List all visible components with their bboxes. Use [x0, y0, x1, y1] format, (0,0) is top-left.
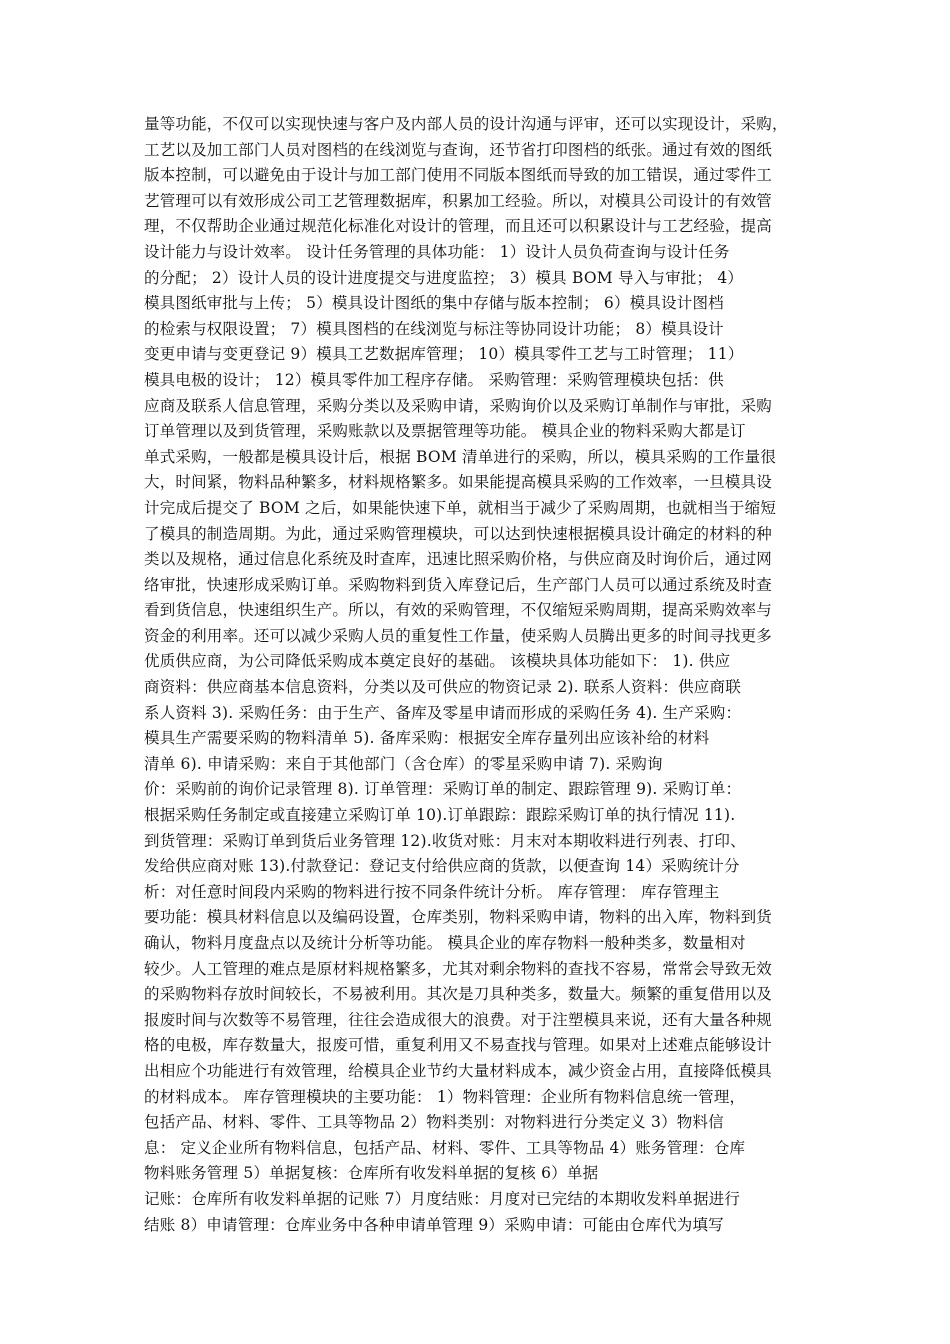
body-text: [144, 112, 808, 1238]
text-line: 要功能：模具材料信息以及编码设置，仓库类别，物料采购申请，物料的出入库，物料到货: [144, 908, 773, 927]
text-line: 版本控制，可以避免由于设计与加工部门使用不同版本图纸而导致的加工错误，通过零件工: [144, 166, 773, 185]
text-line: 模具电极的设计； 12）模具零件加工程序存储。 采购管理：采购管理模块包括：供: [144, 370, 724, 389]
text-line: 确认，物料月度盘点以及统计分析等功能。 模具企业的库存物料一般种类多，数量相对: [144, 934, 746, 952]
text-line: 类以及规格，通过信息化系统及时查库，迅速比照采购价格，与供应商及时询价后，通过网: [144, 550, 773, 569]
text-line: 量等功能，不仅可以实现快速与客户及内部人员的设计沟通与评审，还可以实现设计，采购，: [144, 115, 788, 133]
text-line: 发给供应商对账 13).付款登记：登记支付给供应商的货款，以便查询 14）采购统计分: [144, 857, 740, 876]
text-line: 模具图纸审批与上传； 5）模具设计图纸的集中存储与版本控制； 6）模具设计图档: [144, 294, 724, 313]
text-line: 格的电极，库存数量大，报废可惜，重复利用又不易查找与管理。如果对上述难点能够设计: [144, 1036, 773, 1055]
text-line: 结账 8）申请管理：仓库业务中各种申请单管理 9）采购申请：可能由仓库代为填写: [144, 1215, 724, 1234]
text-line: 模具生产需要采购的物料清单 5). 备库采购：根据安全库存量列出应该补给的材料: [144, 729, 710, 748]
text-line: 析：对任意时间段内采购的物料进行按不同条件统计分析。 库存管理： 库存管理主: [144, 882, 720, 901]
text-line: 络审批，快速形成采购订单。采购物料到货入库登记后，生产部门人员可以通过系统及时查: [144, 575, 773, 594]
text-line: 出相应个功能进行有效管理，给模具企业节约大量材料成本，减少资金占用，直接降低模具: [144, 1061, 773, 1080]
text-line: 的检索与权限设置； 7）模具图档的在线浏览与标注等协同设计功能； 8）模具设计: [144, 319, 724, 338]
text-line: 记账：仓库所有收发料单据的记账 7）月度结账：月度对已完结的本期收发料单据进行: [144, 1189, 741, 1208]
text-line: 的材料成本。 库存管理模块的主要功能： 1）物料管理：企业所有物料信息统一管理，: [144, 1087, 746, 1106]
text-line: 清单 6). 申请采购：来自于其他部门（含仓库）的零星采购申请 7). 采购询: [144, 754, 663, 773]
text-line: 价：采购前的询价记录管理 8). 订单管理：采购订单的制定、跟踪管理 9). 采购订单：: [144, 780, 742, 799]
text-line: 较少。人工管理的难点是原材料规格繁多，尤其对剩余物料的查找不容易，常常会导致无效: [144, 959, 773, 978]
text-line: 了模具的制造周期。为此，通过采购管理模块，可以达到快速根据模具设计确定的材料的种: [144, 524, 773, 543]
text-line: 物料账务管理 5）单据复核：仓库所有收发料单据的复核 6）单据: [144, 1164, 599, 1183]
text-line: 理，不仅帮助企业通过规范化标准化对设计的管理，而且还可以积累设计与工艺经验，提高: [144, 217, 773, 236]
text-line: 单式采购，一般都是模具设计后，根据 BOM 清单进行的采购，所以，模具采购的工作量很: [144, 447, 777, 466]
text-line: 优质供应商，为公司降低采购成本奠定良好的基础。 该模块具体功能如下： 1). 供应: [144, 652, 731, 671]
text-line: 商资料：供应商基本信息资料，分类以及可供应的物资记录 2). 联系人资料：供应商联: [144, 678, 741, 697]
text-line: 的分配； 2）设计人员的设计进度提交与进度监控； 3）模具 BOM 导入与审批； 4）: [144, 268, 744, 287]
text-line: 大，时间紧，物料品种繁多，材料规格繁多。如果能提高模具采购的工作效率，一旦模具设: [144, 473, 773, 492]
text-line: 计完成后提交了 BOM 之后，如果能快速下单，就相当于减少了采购周期，也就相当于缩短: [144, 498, 777, 517]
text-line: 包括产品、材料、零件、工具等物品 2）物料类别：对物料进行分类定义 3）物料信: [144, 1113, 724, 1132]
text-line: 根据采购任务制定或直接建立采购订单 10).订单跟踪：跟踪采购订单的执行情况 11).: [144, 806, 736, 825]
text-line: 到货管理：采购订单到货后业务管理 12).收货对账：月末对本期收料进行列表、打印、: [144, 831, 746, 850]
text-line: 息： 定义企业所有物料信息，包括产品、材料、零件、工具等物品 4）账务管理：仓库: [144, 1138, 746, 1157]
text-line: 的采购物料存放时间较长，不易被利用。其次是刀具种类多，数量大。频繁的重复借用以及: [144, 985, 773, 1004]
text-line: 艺管理可以有效形成公司工艺管理数据库，积累加工经验。所以，对模具公司设计的有效管: [144, 191, 773, 210]
text-line: 变更申请与变更登记 9）模具工艺数据库管理； 10）模具零件工艺与工时管理； 11）: [144, 345, 744, 364]
text-line: 报废时间与次数等不易管理，往往会造成很大的浪费。对于注塑模具来说，还有大量各种规: [144, 1010, 773, 1029]
text-line: 工艺以及加工部门人员对图档的在线浏览与查询，还节省打印图档的纸张。通过有效的图纸: [144, 140, 773, 159]
text-line: 看到货信息，快速组织生产。所以，有效的采购管理，不仅缩短采购周期，提高采购效率与: [144, 601, 773, 620]
text-line: 系人资料 3). 采购任务：由于生产、备库及零星申请而形成的采购任务 4). 生产采购：: [144, 703, 742, 722]
text-line: 订单管理以及到货管理，采购账款以及票据管理等功能。 模具企业的物料采购大都是订: [144, 422, 746, 441]
text-line: 应商及联系人信息管理，采购分类以及采购申请，采购询价以及采购订单制作与审批，采购: [144, 396, 773, 415]
text-line: 设计能力与设计效率。 设计任务管理的具体功能： 1）设计人员负荷查询与设计任务: [144, 242, 730, 261]
text-line: 资金的利用率。还可以减少采购人员的重复性工作量，使采购人员腾出更多的时间寻找更多: [144, 626, 773, 645]
